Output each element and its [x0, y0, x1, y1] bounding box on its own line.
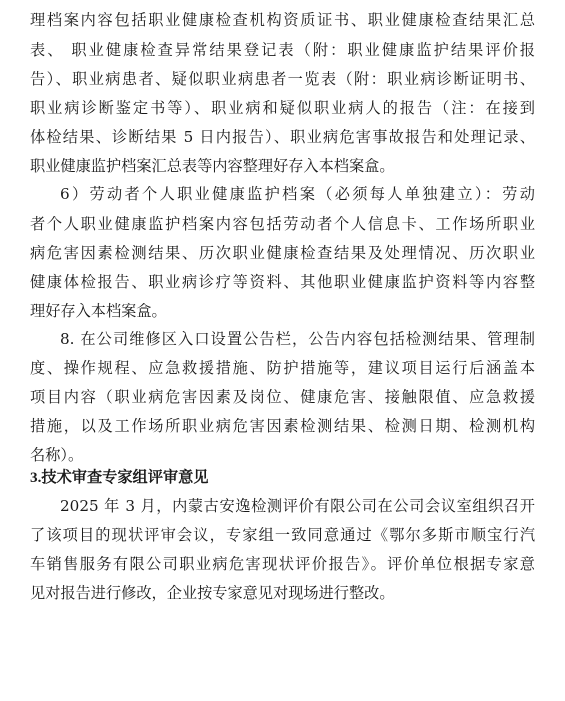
section-3-number: 3. — [30, 469, 42, 486]
section-3-title: 技术审查专家组评审意见 — [41, 468, 209, 486]
paragraph-8-line-1: 8. 在公司维修区入口设置公告栏，公告内容包括检测结果、管理制 — [60, 330, 535, 348]
section-3-heading — [30, 465, 208, 489]
paragraph-6-line-3: 病危害因素检测结果、历次职业健康检查结果及处理情况、历次职业 — [30, 244, 535, 262]
review-paragraph-line-2: 了该项目的现状评审会议，专家组一致同意通过《鄂尔多斯市顺宝行汽 — [30, 526, 535, 544]
paragraph-8-line-3: 项目内容（职业病危害因素及岗位、健康危害、接触限值、应急救援 — [30, 388, 535, 406]
paragraph-5-line-6: 职业健康监护档案汇总表等内容整理好存入本档案盒。 — [30, 157, 395, 175]
review-paragraph-line-1: 2025 年 3 月，内蒙古安逸检测评价有限公司在公司会议室组织召开 — [60, 497, 535, 515]
paragraph-5-line-2: 表、 职业健康检查异常结果登记表（附：职业健康监护结果评价报 — [30, 41, 535, 59]
paragraph-8-line-2: 度、操作规程、应急救援措施、防护措施等，建议项目运行后涵盖本 — [30, 359, 535, 377]
paragraph-5-line-3: 告）、职业病患者、疑似职业病患者一览表（附：职业病诊断证明书、 — [30, 70, 535, 88]
paragraph-6-line-4: 健康体检报告、职业病诊疗等资料、其他职业健康监护资料等内容整 — [30, 273, 535, 291]
paragraph-8-line-5: 名称）。 — [30, 446, 84, 464]
paragraph-6-line-5: 理好存入本档案盒。 — [30, 302, 167, 320]
paragraph-5-line-4: 职业病诊断鉴定书等）、职业病和疑似职业病人的报告（注：在接到 — [30, 99, 535, 117]
paragraph-6-line-2: 者个人职业健康监护档案内容包括劳动者个人信息卡、工作场所职业 — [30, 215, 535, 233]
review-paragraph-line-4: 见对报告进行修改，企业按专家意见对现场进行整改。 — [30, 584, 395, 602]
paragraph-8-line-4: 措施，以及工作场所职业病危害因素检测结果、检测日期、检测机构 — [30, 417, 535, 435]
paragraph-6-line-1: 6）劳动者个人职业健康监护档案（必须每人单独建立）：劳动 — [60, 185, 535, 203]
paragraph-5-line-1: 理档案内容包括职业健康检查机构资质证书、职业健康检查结果汇总 — [30, 11, 535, 29]
paragraph-5-line-5: 体检结果、诊断结果 5 日内报告）、职业病危害事故报告和处理记录、 — [30, 128, 535, 146]
review-paragraph-line-3: 车销售服务有限公司职业病危害现状评价报告》。评价单位根据专家意 — [30, 555, 535, 573]
